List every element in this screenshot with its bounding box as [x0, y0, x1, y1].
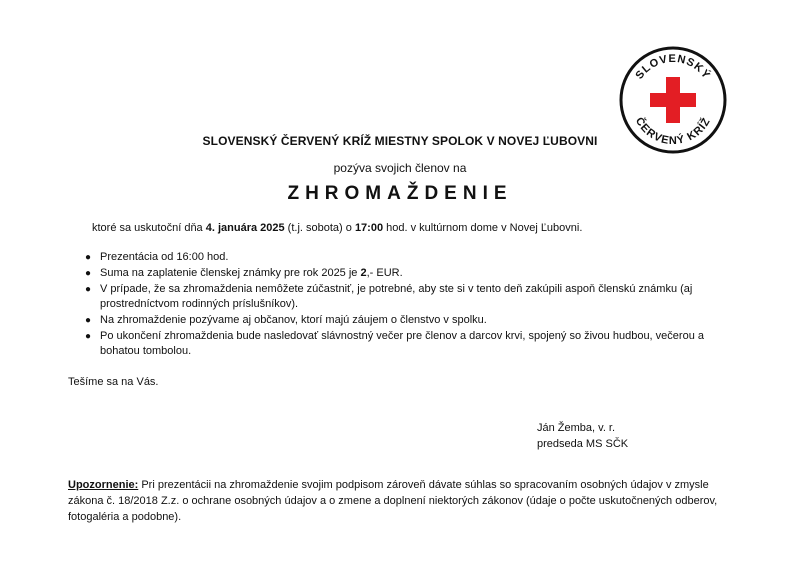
event-time: 17:00	[354, 222, 384, 234]
event-suffix: hod. v kultúrnom dome v Novej Ľubovni.	[383, 222, 583, 234]
organization-title: SLOVENSKÝ ČERVENÝ KRÍŽ MIESTNY SPOLOK V NOVEJ ĽUBOVNI	[202, 134, 598, 148]
privacy-notice	[68, 477, 728, 525]
bullet-icon: ●	[85, 331, 92, 342]
list-item-text: Suma na zaplatenie členskej známky pre rok 2025 je	[100, 267, 361, 279]
notice-text: Pri prezentácii na zhromaždenie svojim podpisom zároveň dávate súhlas so spracovaním osobných údajov v zmysle zákona č. 18/2018 Z.z. o ochrane osobných údajov a o zmene a doplnení niektorých zákonov (údaje o počte uskutočnených odberov, fotogaléria a podobne).	[68, 479, 718, 523]
event-details	[92, 222, 582, 234]
list-item-text: V prípade, že sa zhromaždenia nemôžete zúčastniť, je potrebné, aby ste si v tento deň zakúpili aspoň členskú známku (aj prostredníctvom rodinných príslušníkov).	[100, 283, 693, 310]
event-date: 4. januára 2025	[205, 222, 285, 234]
list-item-text: Po ukončení zhromaždenia bude nasledovať slávnostný večer pre členov a darcov krvi, spojený so živou hudbou, večerou a bohatou tombolou.	[100, 330, 704, 357]
list-item	[76, 329, 716, 359]
svg-text:ČERVENÝ KRÍŽ: ČERVENÝ KRÍŽ	[632, 115, 714, 148]
fee-amount: 2	[360, 267, 367, 279]
bullet-icon: ●	[85, 315, 92, 326]
signature-role: predseda MS SČK	[537, 438, 629, 450]
notice-label: Upozornenie:	[68, 479, 139, 491]
event-prefix: ktoré sa uskutoční dňa	[92, 222, 206, 234]
list-item-text-end: ,- EUR.	[366, 267, 403, 279]
signature-block	[537, 420, 628, 452]
list-item	[76, 266, 716, 281]
list-item	[76, 250, 716, 265]
bullet-icon: ●	[85, 268, 92, 279]
bullet-icon: ●	[85, 284, 92, 295]
info-list	[76, 250, 716, 360]
event-middle: (t.j. sobota) o	[284, 222, 355, 234]
closing-line: Tešíme sa na Vás.	[68, 376, 159, 388]
list-item	[76, 313, 716, 328]
bullet-icon: ●	[85, 252, 92, 263]
page-heading: ZHROMAŽDENIE	[287, 183, 513, 204]
list-item	[76, 282, 716, 312]
list-item-text: Na zhromaždenie pozývame aj občanov, ktorí majú záujem o členstvo v spolku.	[100, 314, 487, 326]
svg-text:SLOVENSKÝ: SLOVENSKÝ	[633, 52, 713, 82]
signature-name: Ján Žemba, v. r.	[537, 422, 616, 434]
invite-line: pozýva svojich členov na	[333, 161, 467, 175]
list-item-text: Prezentácia od 16:00 hod.	[100, 251, 229, 263]
